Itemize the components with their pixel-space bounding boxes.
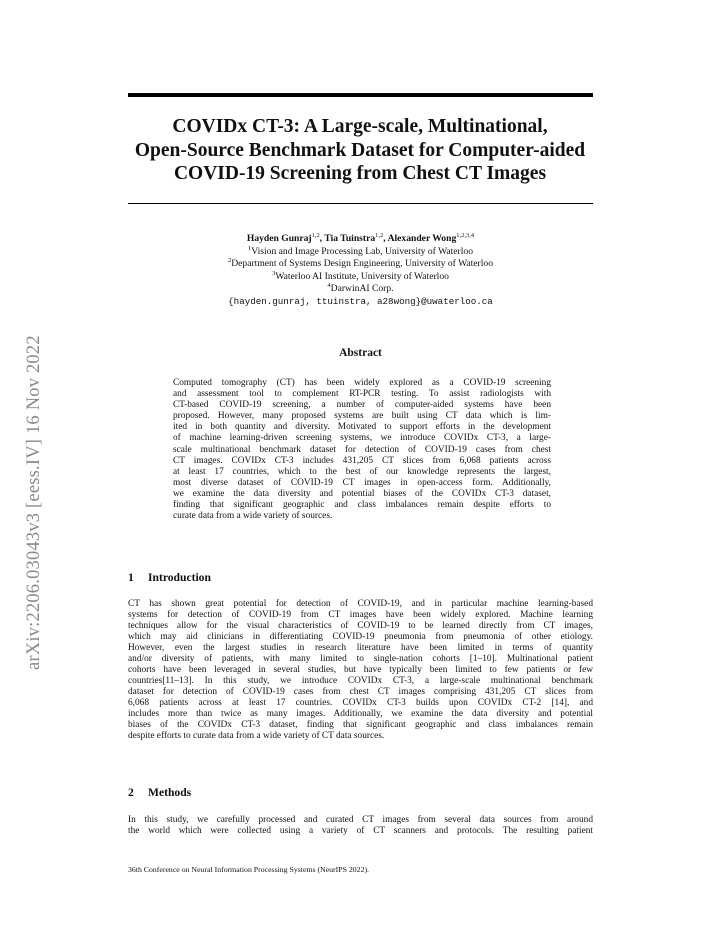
introduction-line: which may aid clinicians in differentiating COVID-19 pneumonia from pneumonia of other etiology. (128, 632, 593, 642)
affiliation-text: Department of Systems Design Engineering, University of Waterloo (231, 258, 493, 270)
section-title: Introduction (148, 571, 211, 584)
abstract-line: CT-based COVID-19 screening, a number of computer-aided systems have been (173, 400, 551, 411)
title-line: COVIDx CT-3: A Large-scale, Multinational, (172, 116, 548, 137)
title-bottom-rule (128, 203, 593, 204)
abstract-line: scale multinational benchmark dataset for detection of COVID-19 cases from chest (173, 444, 551, 455)
arxiv-identifier: arXiv:2206.03043v3 [eess.IV] 16 Nov 2022 (24, 335, 44, 670)
section-number: 2 (128, 786, 134, 799)
affiliation-line (128, 246, 593, 259)
introduction-line: and/or diversity of patients, with many limited to single-nation cohorts [1–10]. Multinational patient (128, 654, 593, 664)
author-emails: {hayden.gunraj, ttuinstra, a28wong}@uwaterloo.ca (228, 295, 493, 307)
introduction-line: includes more than twice as many images. Additionally, we examine the data diversity and potential (128, 709, 593, 719)
section-number: 1 (128, 571, 134, 584)
methods-text (128, 815, 593, 837)
top-rule (128, 93, 593, 97)
introduction-line: systems for detection of COVID-19 from CT images have been widely explored. Machine learning (128, 610, 593, 620)
abstract-line: CT images. COVIDx CT-3 includes 431,205 CT slices from 6,068 patients across (173, 455, 551, 466)
introduction-line: biases of the COVIDx CT-3 dataset, finding that significant geographic and class imbalances remain (128, 720, 593, 730)
affiliation-line (128, 283, 593, 296)
abstract-line: Computed tomography (CT) has been widely explored as a COVID-19 screening (173, 378, 551, 388)
author-separator: , (319, 233, 325, 244)
methods-line: the world which were collected using a variety of CT scanners and protocols. The resulting patient (128, 826, 593, 836)
affiliation-marker: 3 (272, 269, 276, 277)
author-affiliation-marker: 1,2 (311, 232, 320, 239)
title-line: Open-Source Benchmark Dataset for Computer-aided (134, 139, 586, 161)
affiliation-text: Waterloo AI Institute, University of Waterloo (275, 270, 449, 282)
introduction-text (128, 599, 593, 742)
introduction-line: CT has shown great potential for detection of COVID-19, and in particular machine learning-based (128, 599, 593, 609)
methods-line: In this study, we carefully processed and curated CT images from several data sources from around (128, 815, 593, 825)
affiliation-text: Vision and Image Processing Lab, University of Waterloo (251, 245, 473, 257)
author-names (128, 233, 593, 246)
abstract-line: of machine learning-driven screening systems, we introduce COVIDx CT-3, a large- (173, 433, 551, 444)
introduction-line: However, even the largest studies in research literature have been limited in terms of quantity (128, 643, 593, 653)
section-heading-introduction (128, 571, 211, 584)
author-name: Hayden Gunraj (246, 233, 312, 244)
affiliations (128, 246, 593, 296)
abstract-line: proposed. However, many proposed systems are built using CT data which is lim- (173, 411, 551, 422)
affiliation-marker: 1 (248, 244, 252, 252)
introduction-line: techniques allow for the visual characteristics of COVID-19 to be learned directly from CT images, (128, 621, 593, 631)
introduction-line: dataset for detection of COVID-19 cases from chest CT images comprising 431,205 CT slices from (128, 687, 593, 697)
affiliation-line (128, 258, 593, 271)
section-heading-methods (128, 786, 191, 799)
abstract-line: we examine the data diversity and potential biases of the COVIDx CT-3 dataset, (173, 488, 551, 499)
affiliation-line (128, 271, 593, 284)
introduction-line: countries[11–13]. In this study, we introduce COVIDx CT-3, a large-scale multinational benchmark (128, 676, 593, 686)
author-block (128, 233, 593, 309)
abstract-text (173, 378, 551, 522)
abstract-line: ited in both quantity and diversity. Motivated to support efforts in the development (173, 422, 551, 433)
author-name: Alexander Wong (387, 233, 457, 244)
introduction-line: cohorts have been leveraged in several studies, but have typically been limited to few patients or few (128, 665, 593, 675)
abstract-line: and assessment tool to complement RT-PCR testing. To assist radiologists with (173, 389, 551, 400)
introduction-line: despite efforts to curate data from a wide variety of CT data sources. (128, 731, 385, 741)
author-affiliation-marker: 1,2 (375, 232, 384, 239)
abstract-line: finding that significant geographic and class imbalances remain despite efforts to (173, 500, 551, 511)
abstract-line: most diverse dataset of COVID-19 CT images in open-access form. Additionally, (173, 477, 551, 488)
section-title: Methods (148, 786, 192, 799)
affiliation-text: DarwinAI Corp. (330, 283, 394, 295)
affiliation-marker: 2 (227, 257, 232, 265)
abstract-heading: Abstract (339, 347, 382, 359)
author-affiliation-marker: 1,2,3,4 (456, 232, 475, 239)
author-name: Tia Tuinstra (324, 233, 376, 244)
title-line: COVID-19 Screening from Chest CT Images (173, 163, 547, 184)
abstract-line: curate data from a wide variety of sources. (173, 511, 333, 522)
affiliation-marker: 4 (327, 282, 331, 290)
introduction-line: 6,068 patients across at least 17 countries. COVIDx CT-3 builds upon COVIDx CT-2 [14], and (128, 698, 593, 708)
paper-title (110, 115, 610, 186)
abstract-line: at least 17 countries, which to the best of our knowledge represents the largest, (173, 466, 551, 477)
conference-footer: 36th Conference on Neural Information Processing Systems (NeurIPS 2022). (128, 865, 370, 874)
author-separator: , (383, 233, 388, 244)
